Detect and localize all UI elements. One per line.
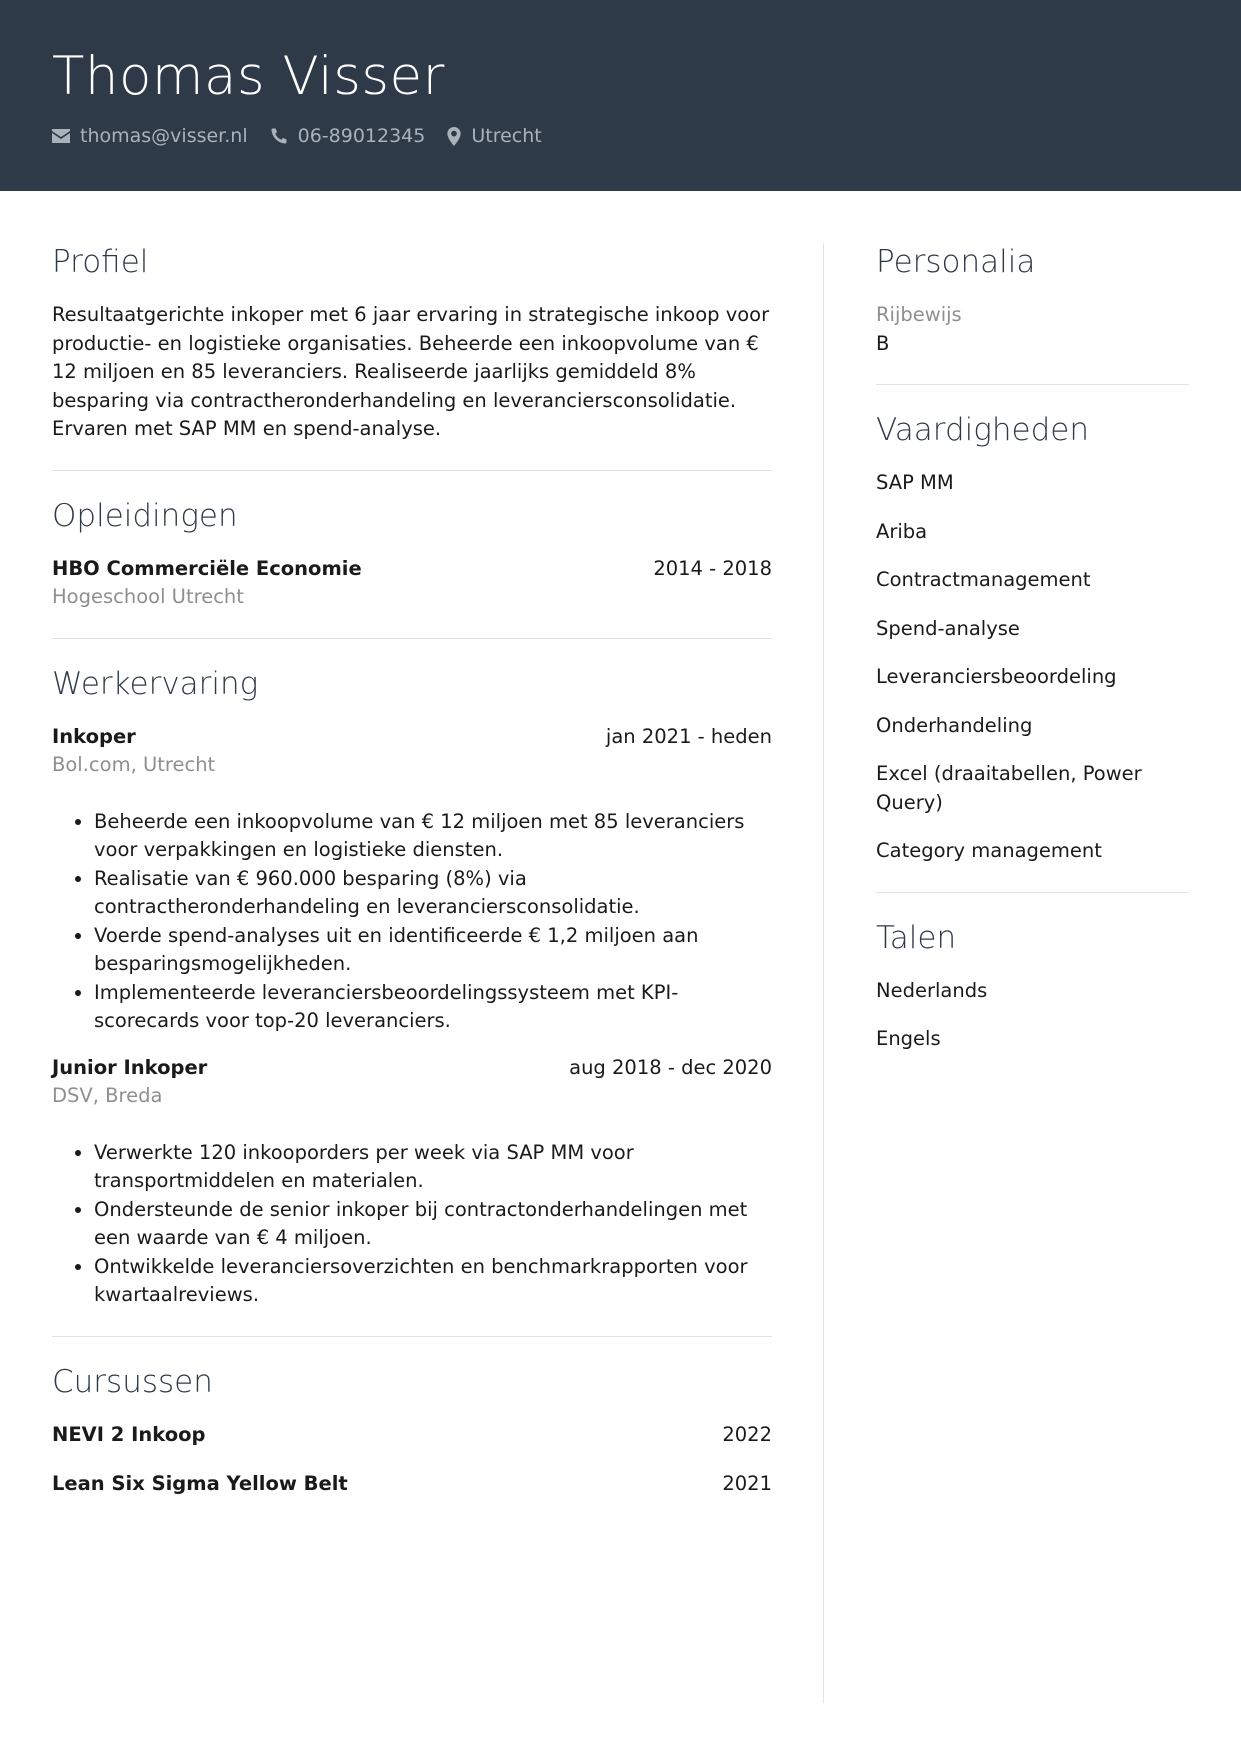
job-company: DSV, Breda [52, 1084, 163, 1107]
course-name: NEVI 2 Inkoop [52, 1422, 206, 1446]
section-title-skills: Vaardigheden [876, 412, 1090, 448]
email-text: thomas@visser.nl [80, 125, 248, 147]
job-bullet: • Verwerkte 120 inkooporders per week via SAP MM voor transportmiddelen en materialen. [94, 1139, 772, 1196]
education-school: Hogeschool Utrecht [52, 585, 244, 608]
divider [52, 1336, 772, 1337]
license-value: B [876, 331, 890, 355]
section-title-experience: Werkervaring [52, 665, 259, 702]
section-title-courses: Cursussen [52, 1363, 213, 1400]
job-period: aug 2018 - dec 2020 [569, 1055, 772, 1079]
job-bullet: • Ondersteunde de senior inkoper bij contractonderhandelingen met een waarde van € 4 miljoen. [94, 1196, 772, 1253]
skill-item: Leveranciersbeoordeling [876, 665, 1117, 688]
course-name: Lean Six Sigma Yellow Belt [52, 1472, 348, 1495]
job-entry [52, 723, 772, 1036]
skill-item: Category management [876, 839, 1102, 862]
job-role: Junior Inkoper [52, 1055, 208, 1079]
divider [876, 384, 1189, 385]
section-title-personal: Personalia [876, 244, 1036, 280]
course-item [52, 1421, 772, 1450]
education-item [52, 555, 772, 612]
job-bullet: • Ontwikkelde leveranciersoverzichten en benchmarkrapporten voor kwartaalreviews. [94, 1253, 772, 1310]
language-item: Engels [876, 1027, 941, 1050]
job-bullets [52, 808, 772, 1036]
contact-location [447, 125, 541, 147]
job-bullet: • Implementeerde leveranciersbeoordelingssysteem met KPI-scorecards voor top-20 leveranciers. [94, 979, 772, 1036]
phone-icon [270, 127, 288, 145]
profile-text: Resultaatgerichte inkoper met 6 jaar ervaring in strategische inkoop voor productie- en logistieke organisaties. Beheerde een inkoopvolume van € 12 miljoen en 85 leveranciers. Realiseerde jaarlijks gemiddeld 8% besparing via contractheronderhandeling en leveranciersconsolidatie. Ervaren met SAP MM en spend-analyse. [52, 303, 770, 440]
column-divider [823, 243, 824, 1703]
skill-item: Excel (draaitabellen, Power Query) [876, 762, 1142, 814]
job-entry [52, 1054, 772, 1310]
location-text: Utrecht [471, 125, 542, 147]
job-bullets [52, 1139, 772, 1310]
job-bullet: • Voerde spend-analyses uit en identificeerde € 1,2 miljoen aan besparingsmogelijkheden. [94, 922, 772, 979]
education-degree: HBO Commerciële Economie [52, 556, 362, 580]
sidebar-column [876, 243, 1189, 1074]
skill-item: Onderhandeling [876, 713, 1033, 737]
map-pin-icon [447, 127, 461, 146]
divider [52, 638, 772, 639]
course-item [52, 1470, 772, 1499]
job-role: Inkoper [52, 724, 136, 748]
languages-list [876, 977, 1189, 1054]
candidate-name: Thomas Visser [52, 46, 445, 107]
section-title-languages: Talen [876, 919, 957, 956]
skill-item: Ariba [876, 519, 928, 543]
envelope-icon [52, 129, 70, 143]
contact-email[interactable] [52, 125, 248, 147]
phone-text: 06-89012345 [297, 125, 426, 147]
section-title-profile: Profiel [52, 244, 149, 280]
license-label: Rijbewijs [876, 303, 962, 326]
skill-item: Contractmanagement [876, 568, 1091, 591]
resume-header [0, 0, 1241, 191]
section-title-education: Opleidingen [52, 497, 238, 534]
skill-item: Spend-analyse [876, 616, 1020, 640]
job-period: jan 2021 - heden [605, 724, 772, 748]
main-column [52, 243, 772, 1499]
job-company: Bol.com, Utrecht [52, 753, 216, 776]
contact-phone[interactable] [270, 125, 426, 147]
course-year: 2021 [722, 1472, 772, 1495]
skill-item: SAP MM [876, 471, 954, 494]
divider [876, 892, 1189, 893]
language-item: Nederlands [876, 978, 988, 1002]
skills-list [876, 469, 1189, 866]
contact-bar [52, 122, 564, 150]
job-bullet: • Beheerde een inkoopvolume van € 12 miljoen met 85 leveranciers voor verpakkingen en logistieke diensten. [94, 808, 772, 865]
divider [52, 470, 772, 471]
job-bullet: • Realisatie van € 960.000 besparing (8%) via contractheronderhandeling en leveranciersconsolidatie. [94, 865, 772, 922]
course-year: 2022 [722, 1422, 772, 1446]
education-period: 2014 - 2018 [653, 556, 772, 580]
